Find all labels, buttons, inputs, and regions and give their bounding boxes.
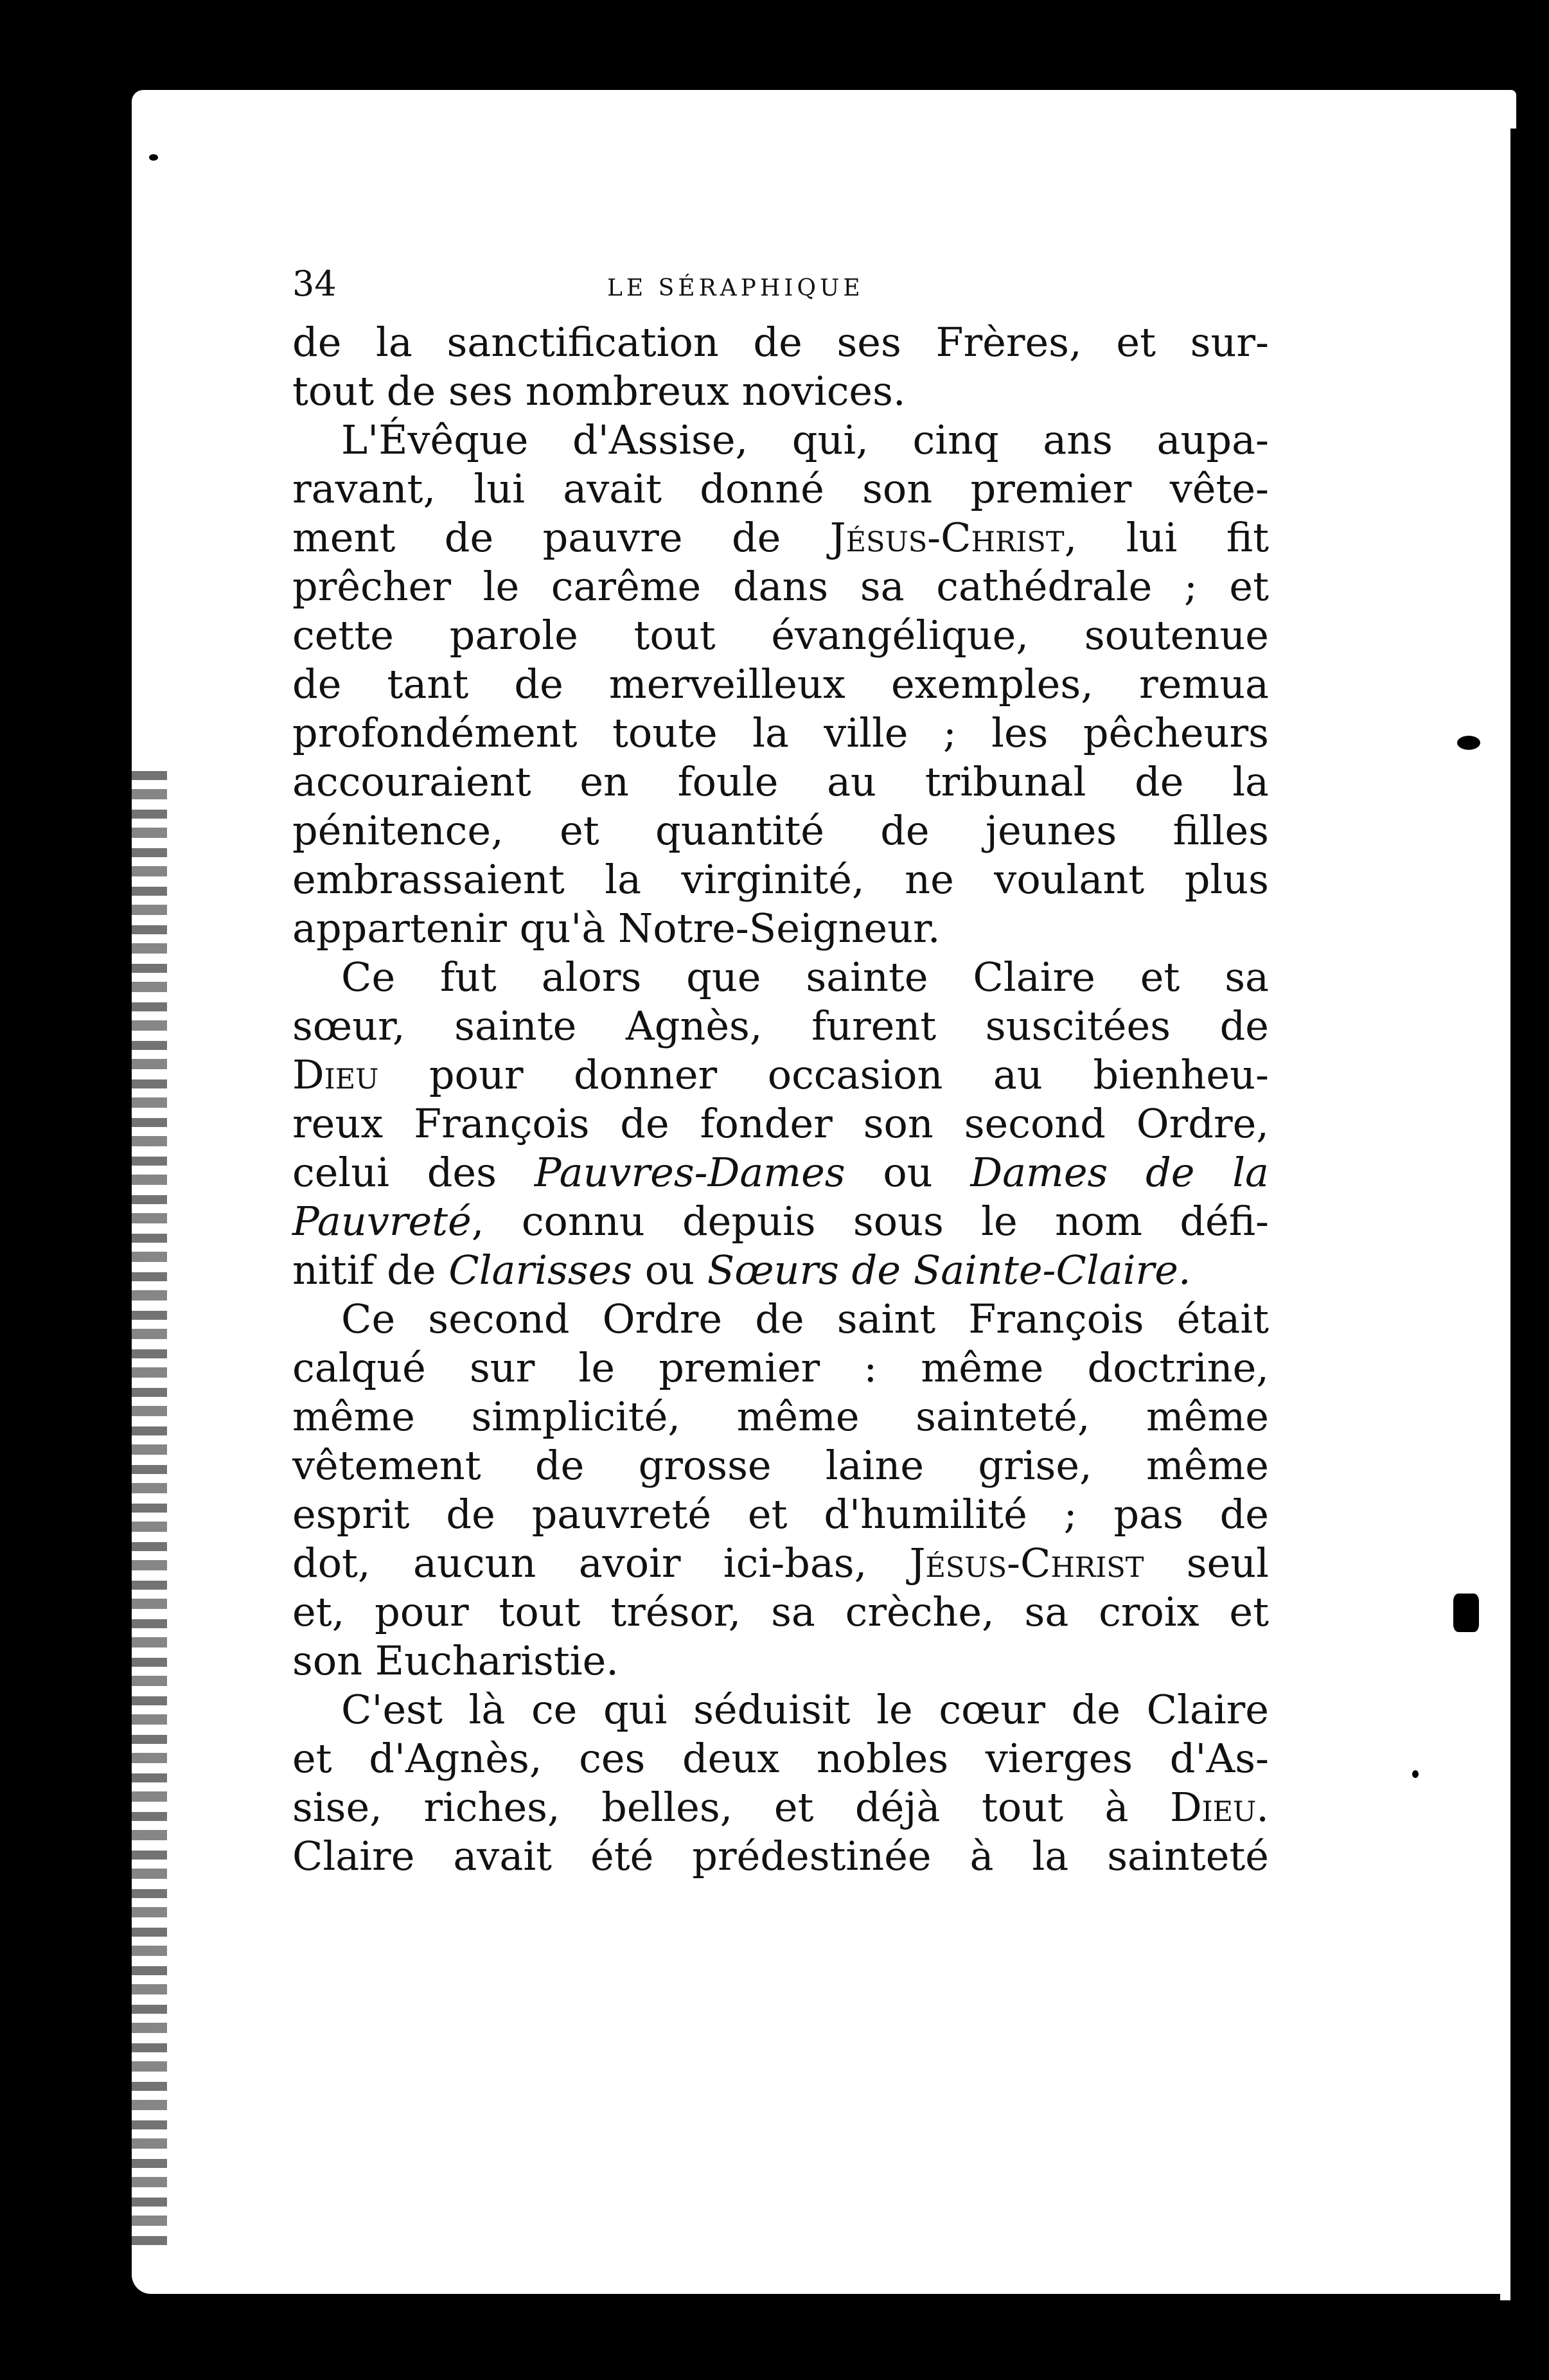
text-line	[292, 513, 1269, 562]
text-line	[292, 318, 1269, 367]
page-number: 34	[292, 263, 337, 304]
smallcaps-text: Jésus-Christ	[829, 514, 1065, 561]
text-segment: celui des	[292, 1149, 535, 1196]
text-line	[292, 416, 1269, 465]
binding-shadow	[132, 771, 167, 2249]
ink-speck	[1457, 736, 1480, 750]
italic-text: Pauvres-Dames	[534, 1149, 845, 1196]
text-segment: sise, riches, belles, et déjà tout à	[292, 1784, 1170, 1831]
text-segment: C'est là ce qui séduisit le cœur de Claire	[341, 1686, 1269, 1733]
text-segment: pour donner occasion au bienheu-	[378, 1051, 1269, 1098]
text-segment: de tant de merveilleux exemples, remua	[292, 661, 1269, 707]
text-segment: reux François de fonder son second Ordre,	[292, 1100, 1269, 1147]
smallcaps-text: Dieu	[292, 1051, 379, 1098]
text-line	[292, 1295, 1269, 1344]
text-segment: Ce second Ordre de saint François était	[341, 1295, 1269, 1342]
text-line	[292, 1246, 1269, 1295]
text-segment: esprit de pauvreté et d'humilité ; pas de	[292, 1491, 1269, 1538]
text-line	[292, 953, 1269, 1002]
text-segment: .	[1256, 1784, 1269, 1831]
text-line	[292, 806, 1269, 855]
text-segment: tout de ses nombreux novices.	[292, 368, 906, 414]
text-line	[292, 367, 1269, 416]
text-line	[292, 1783, 1269, 1832]
text-line	[292, 1734, 1269, 1783]
text-segment: ravant, lui avait donné son premier vête-	[292, 465, 1269, 512]
text-line	[292, 1832, 1269, 1881]
text-segment: pénitence, et quantité de jeunes filles	[292, 807, 1269, 854]
text-line	[292, 1392, 1269, 1441]
text-line	[292, 904, 1269, 953]
text-line	[292, 709, 1269, 758]
smallcaps-text: Dieu	[1169, 1784, 1257, 1831]
text-segment: de la sanctification de ses Frères, et sur-	[292, 319, 1269, 366]
text-segment: dot, aucun avoir ici-bas,	[292, 1540, 910, 1586]
text-segment: , lui fit	[1064, 514, 1269, 561]
text-segment: et d'Agnès, ces deux nobles vierges d'As-	[292, 1735, 1269, 1782]
text-segment: son Eucharistie.	[292, 1637, 619, 1684]
text-segment: nitif de	[292, 1247, 449, 1293]
text-line	[292, 1441, 1269, 1490]
text-line	[292, 562, 1269, 611]
italic-text: Pauvreté	[292, 1198, 472, 1245]
italic-text: Clarisses	[448, 1247, 633, 1293]
text-line	[292, 1099, 1269, 1148]
text-line	[292, 1637, 1269, 1685]
text-segment: Claire avait été prédestinée à la sainteté	[292, 1833, 1269, 1879]
text-line	[292, 1344, 1269, 1392]
text-line	[292, 1197, 1269, 1246]
text-segment: prêcher le carême dans sa cathédrale ; et	[292, 563, 1269, 610]
text-segment: ment de pauvre de	[292, 514, 830, 561]
italic-text: Dames de la	[970, 1149, 1269, 1196]
ink-speck	[149, 154, 158, 161]
text-segment: , connu depuis sous le nom défi-	[471, 1198, 1269, 1245]
text-line	[292, 611, 1269, 660]
text-segment: L'Évêque d'Assise, qui, cinq ans aupa-	[341, 416, 1269, 463]
text-line	[292, 855, 1269, 904]
ink-speck	[1453, 1594, 1479, 1632]
text-line	[292, 1588, 1269, 1637]
ink-speck	[1412, 1770, 1419, 1778]
body-text	[292, 318, 1269, 1881]
italic-text: Sœurs de Sainte-Claire.	[707, 1247, 1191, 1293]
text-line	[292, 465, 1269, 513]
page-content	[292, 257, 1269, 1881]
text-line	[292, 1148, 1269, 1197]
text-segment: Ce fut alors que sainte Claire et sa	[341, 954, 1269, 1000]
text-segment: accouraient en foule au tribunal de la	[292, 758, 1269, 805]
text-line	[292, 1490, 1269, 1539]
text-segment: ou	[632, 1247, 707, 1293]
running-title: LE SÉRAPHIQUE	[607, 275, 864, 301]
text-segment: vêtement de grosse laine grise, même	[292, 1442, 1269, 1489]
text-line	[292, 758, 1269, 806]
text-segment: embrassaient la virginité, ne voulant plus	[292, 856, 1269, 903]
text-line	[292, 660, 1269, 709]
text-line	[292, 1002, 1269, 1051]
text-segment: même simplicité, même sainteté, même	[292, 1393, 1269, 1440]
text-segment: cette parole tout évangélique, soutenue	[292, 612, 1269, 659]
text-segment: profondément toute la ville ; les pêcheurs	[292, 709, 1269, 756]
page-edge	[1500, 129, 1526, 2300]
text-segment: sœur, sainte Agnès, furent suscitées de	[292, 1002, 1269, 1049]
text-segment: calqué sur le premier : même doctrine,	[292, 1344, 1269, 1391]
text-segment: et, pour tout trésor, sa crèche, sa croix et	[292, 1588, 1269, 1635]
text-segment: ou	[845, 1149, 971, 1196]
text-line	[292, 1539, 1269, 1588]
text-line	[292, 1685, 1269, 1734]
text-line	[292, 1051, 1269, 1099]
running-head	[292, 257, 1269, 318]
smallcaps-text: Jésus-Christ	[909, 1540, 1144, 1586]
text-segment: seul	[1144, 1540, 1269, 1586]
text-segment: appartenir qu'à Notre-Seigneur.	[292, 905, 941, 952]
